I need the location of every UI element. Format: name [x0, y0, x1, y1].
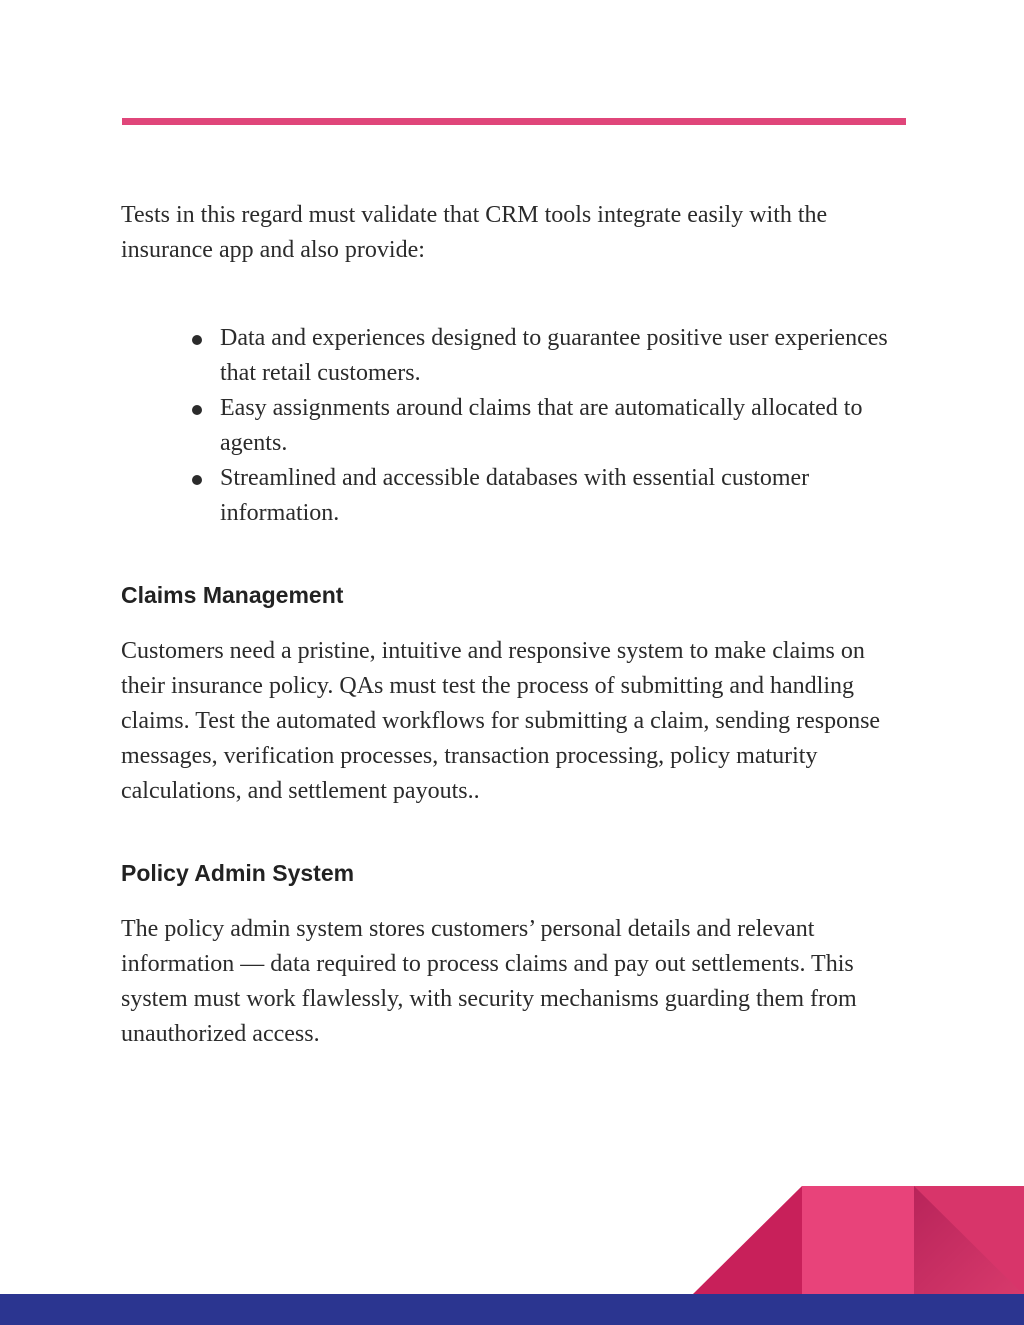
list-item — [220, 321, 907, 391]
claims-management-paragraph: Customers need a pristine, intuitive and responsive system to make claims on their insurance policy. QAs must test the process of submitting and handling claims. Test the automated workflows for submitting a claim, sending response messages, verification processes, transaction processing, policy maturity calculations, and settlement payouts.. — [121, 638, 881, 804]
document-body — [121, 198, 907, 1052]
list-item — [220, 461, 907, 531]
corner-fold-shadow — [914, 1186, 1024, 1295]
list-item-text: Easy assignments around claims that are automatically allocated to agents. — [220, 395, 863, 456]
bullet-dot-icon — [192, 335, 202, 345]
claims-management-heading: Claims Management — [121, 582, 344, 608]
list-item — [220, 391, 907, 461]
intro-paragraph: Tests in this regard must validate that CRM tools integrate easily with the insurance app and also provide: — [121, 202, 828, 263]
corner-right-block — [914, 1186, 1024, 1295]
policy-admin-paragraph: The policy admin system stores customers’ personal details and relevant information — data required to process claims and pay out settlements. This system must work flawlessly, with security mechanisms guarding them from unauthorized access. — [121, 916, 857, 1047]
top-accent-rule — [122, 118, 906, 125]
policy-admin-heading: Policy Admin System — [121, 860, 355, 886]
corner-pink-block — [802, 1186, 914, 1295]
bullet-dot-icon — [192, 405, 202, 415]
list-item-text: Streamlined and accessible databases with essential customer information. — [220, 465, 810, 526]
corner-crimson-triangle — [692, 1186, 802, 1295]
feature-bullet-list — [121, 321, 907, 531]
footer-band — [0, 1294, 1024, 1325]
list-item-text: Data and experiences designed to guarantee positive user experiences that retail customers. — [220, 325, 888, 386]
bullet-dot-icon — [192, 475, 202, 485]
